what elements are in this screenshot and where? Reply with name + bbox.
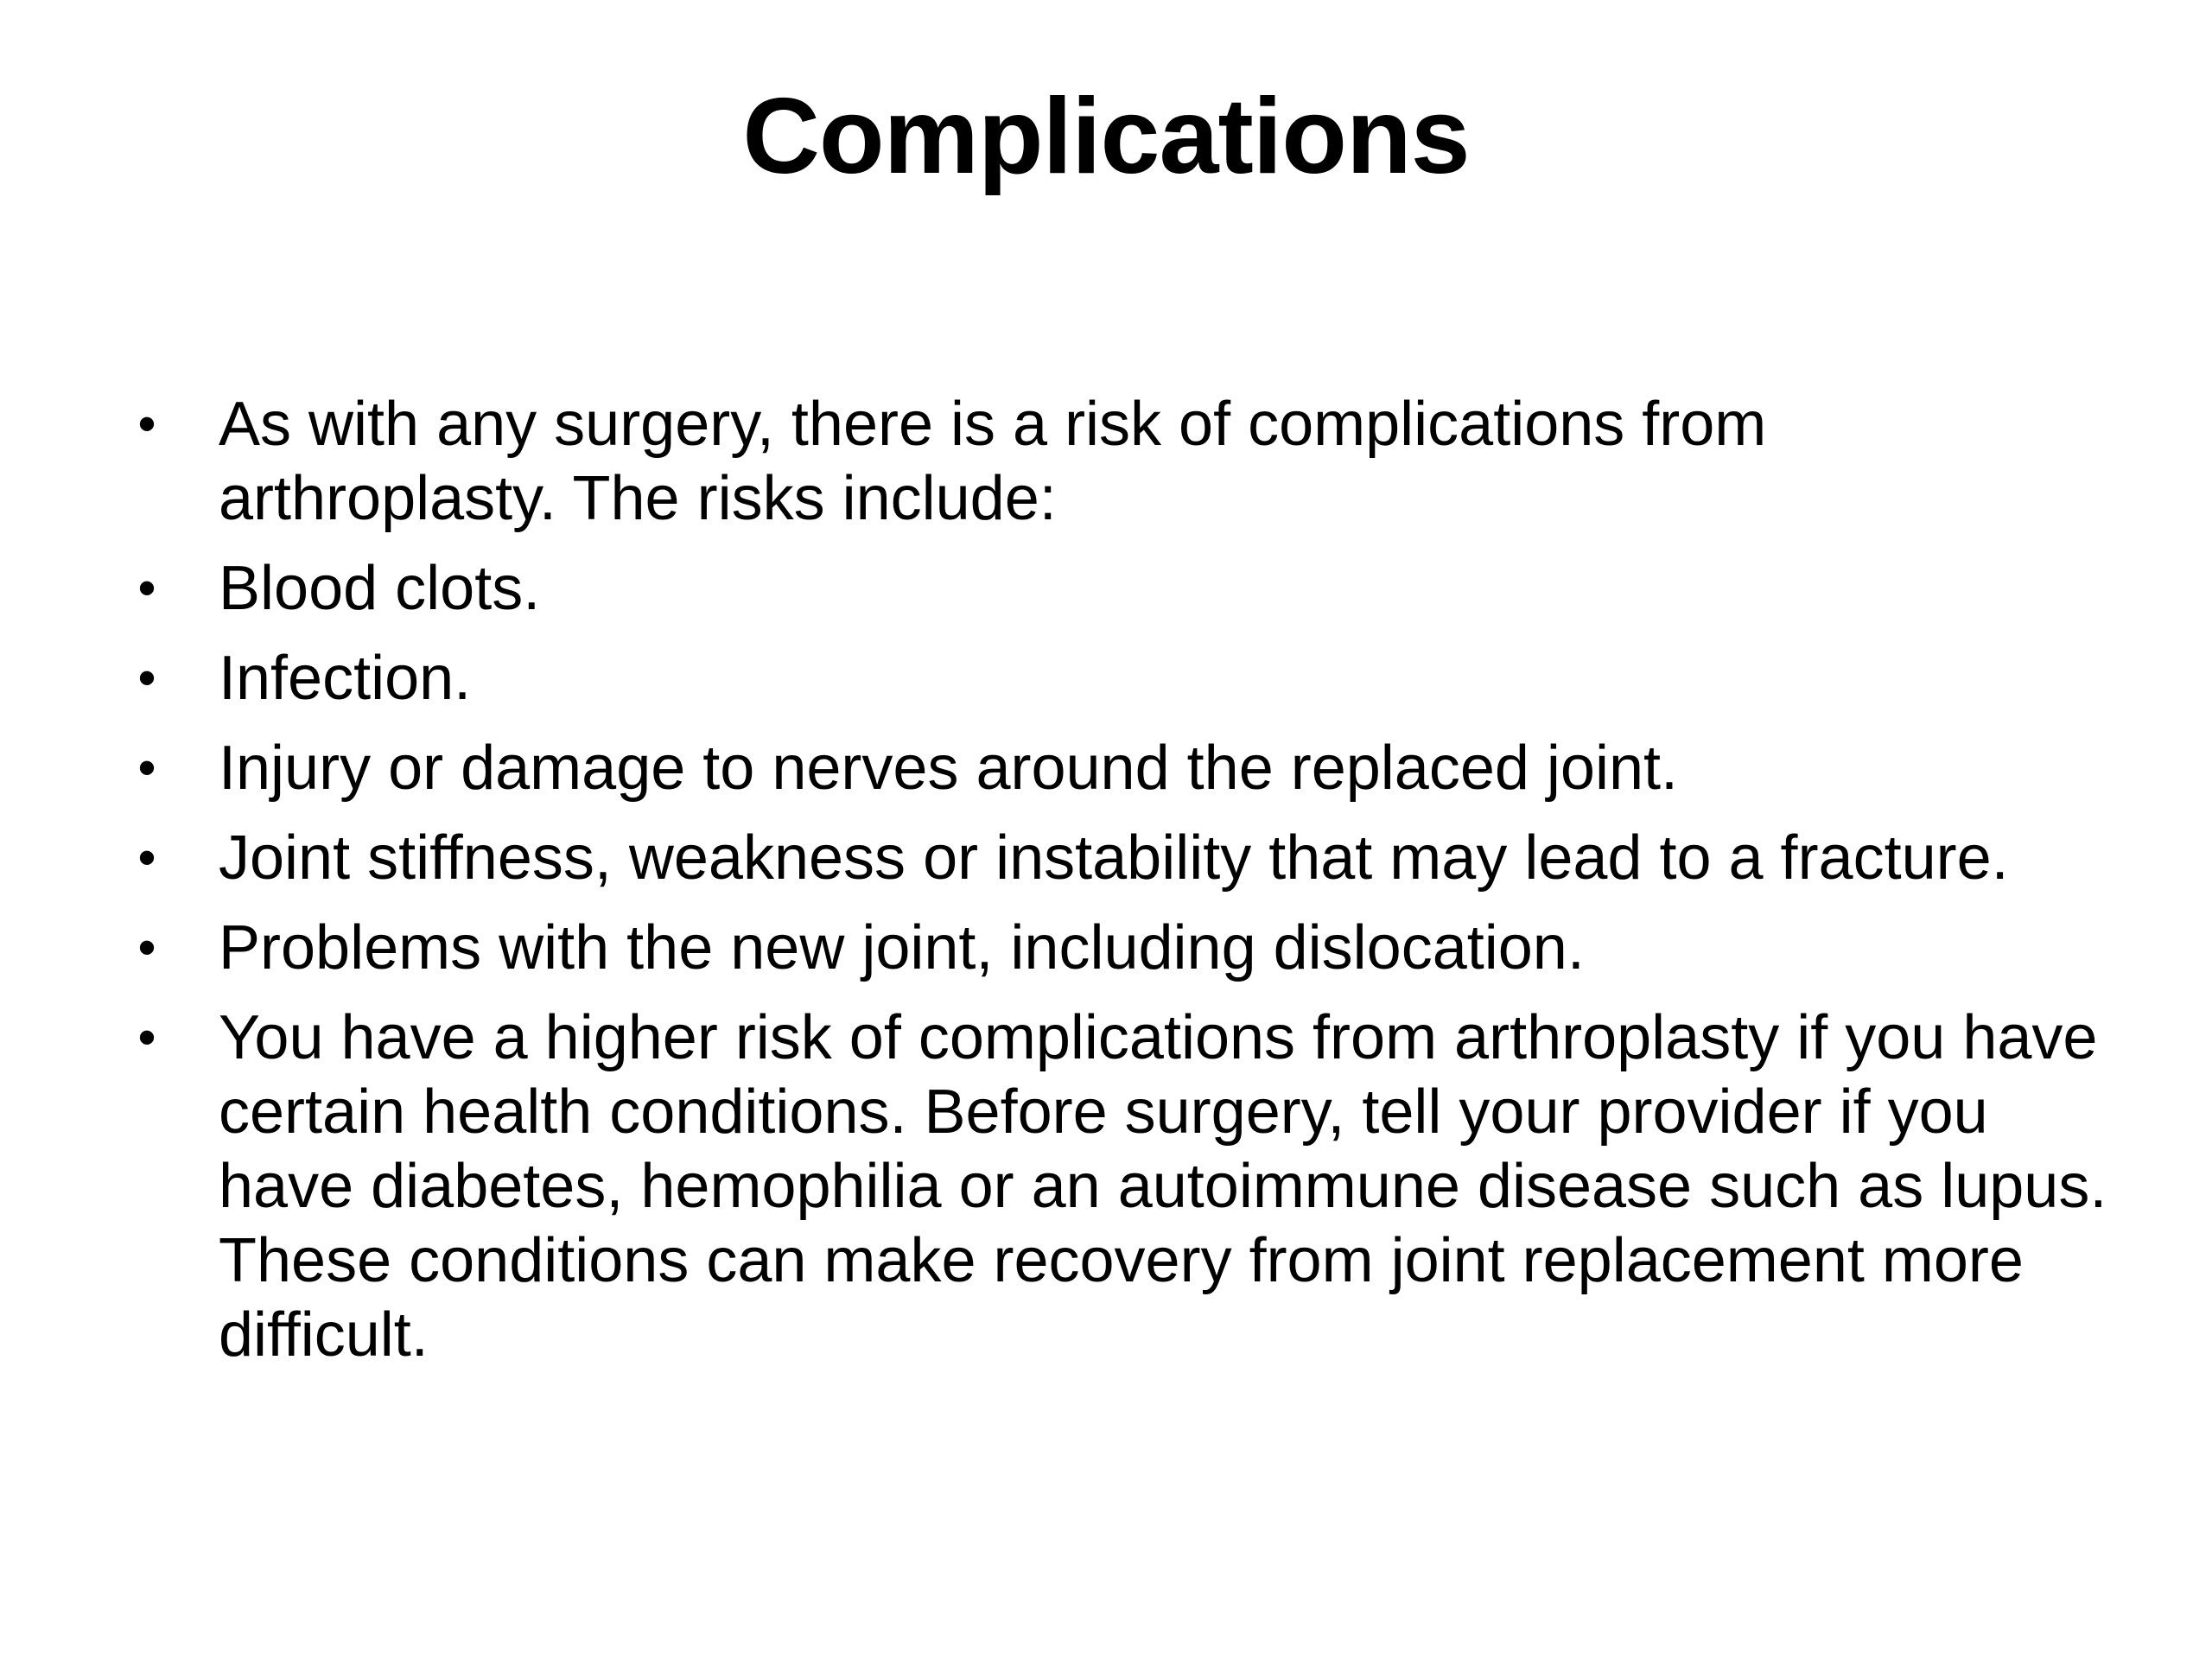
list-item: [130, 551, 2117, 626]
list-item: [130, 731, 2117, 805]
bullet-text: You have a higher risk of complications from arthroplasty if you have certain health conditions. Before surgery, tell your provider if you have diabetes, hemophilia or an autoimmune disease such as lupus. These conditions can make recovery from joint replacement more difficult.: [219, 1003, 2107, 1370]
list-item: [130, 1001, 2117, 1372]
bullet-text: Injury or damage to nerves around the replaced joint.: [219, 734, 1679, 803]
bullet-icon: •: [137, 829, 156, 887]
bullet-icon: •: [137, 559, 156, 617]
list-item: [130, 641, 2117, 715]
bullet-text: Joint stiffness, weakness or instability that may lead to a fracture.: [219, 823, 2009, 893]
list-item: [130, 821, 2117, 895]
list-item: [130, 911, 2117, 985]
bullet-icon: •: [137, 395, 156, 453]
bullet-icon: •: [137, 1008, 156, 1066]
bullet-icon: •: [137, 739, 156, 797]
bullet-icon: •: [137, 649, 156, 707]
list-item: [130, 387, 2117, 536]
slide-title: Complications: [742, 77, 1470, 196]
bullet-text: Infection.: [219, 644, 472, 713]
bullet-text: Problems with the new joint, including dislocation.: [219, 913, 1585, 982]
bullet-text: As with any surgery, there is a risk of complications from arthroplasty. The risks include:: [219, 390, 1767, 533]
bullet-list: [130, 387, 2117, 1388]
bullet-icon: •: [137, 918, 156, 976]
bullet-text: Blood clots.: [219, 554, 541, 623]
